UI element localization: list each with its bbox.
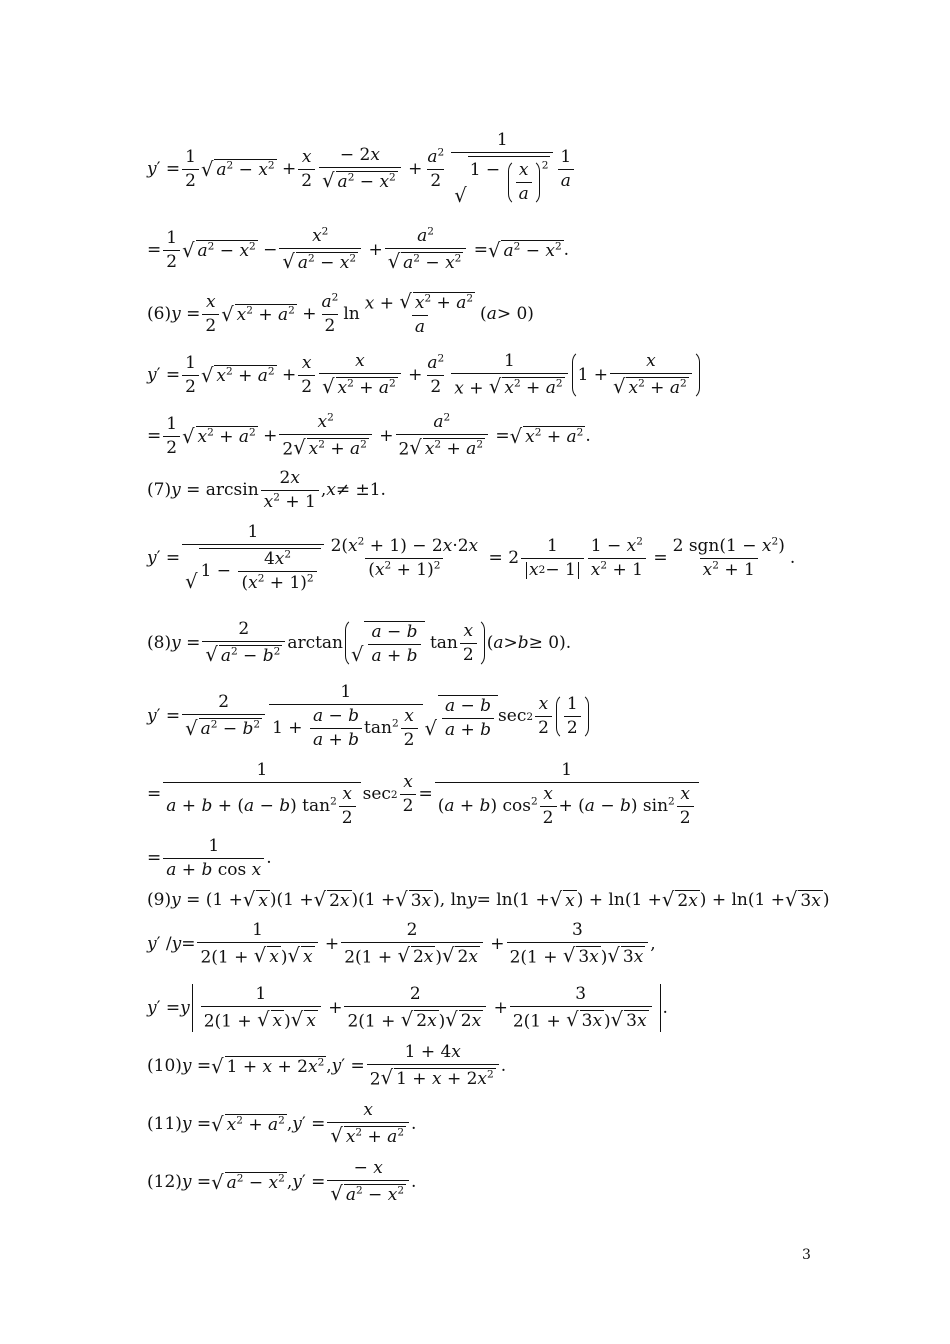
equation-row: = $\frac{1}{\text{a + b cos x}}$ .	[147, 836, 272, 880]
equation-row: y ′ = $\frac{1}{2}$ √ $a^2 - x^2$ + $\frac{x}{2}$ − 2x √ $a^2 - x^2$ + $\frac{a^2}{2}$ 1 √ 1 − $\frac{x}{a}$ $^2$ $\frac{1}{a}$	[147, 132, 576, 206]
equation-row: = 1 a + b + (a − b) $\tan^2$ $\frac{x}{2}$ sec 2 $\frac{x}{2}$ = 1 (a + b) $\cos^2$ $\frac{x}{2}$ + (a − b) $\sin^2$ $\frac{x}{2}$	[147, 762, 701, 827]
equation-row: y ′ = 1 √ 1 − $\frac{4x^2}{(x^2 + 1)^2}$ $\frac{2(x^2 + 1) - 2x\cdot 2x}{(x^2 + 1)^2}$ = 2 1 x 2 − 1 $\frac{1 - x^2}{x^2 + 1}$ = $\frac{2 sgn(1 - x^2)}{x^2 + 1}$ .	[147, 522, 796, 594]
equation-row: (6) y = $\frac{x}{2}$ √ $x^2 + a^2$ + $\frac{a^2}{2}$ ln x + √ $x^2 + a^2$ a ( a > 0)	[147, 290, 534, 338]
equation-row: = $\frac{1}{2}$ √ $a^2 - x^2$ − $x^2$ √ $a^2 - x^2$ + $a^2$ √ $a^2 - x^2$ = √ $a^2 - x^2$ .	[147, 225, 570, 274]
equation-label: (9)	[147, 889, 172, 910]
equation-row: (8) y = 2 √ $a^2 - b^2$ arctan √ $\frac{a - b}{a + b}$ tan $\frac{x}{2}$ ( a > b ≥ 0).	[147, 618, 572, 667]
equation-label: (7)	[147, 480, 172, 500]
equation-row: y ′ = 2 √ $a^2 - b^2$ 1 1 + $\frac{a - b}{a + b}$ $\tan^2$ $\frac{x}{2}$ √ $\frac{a - b}{a + b}$ sec 2 $\frac{x}{2}$ $\frac{1}{2}$	[147, 684, 591, 749]
equation-row: (12) y = √ $a^2 - x^2$ , y ′ = − x √ $a^2 - x^2$ .	[147, 1158, 417, 1206]
equation-row: (7) y = arcsin $\frac{2x}{x^2 + 1}$ , x ≠ ±1.	[147, 468, 386, 512]
equation-label: (11)	[147, 1113, 182, 1134]
equation-row: = $\frac{1}{2}$ √ $x^2 + a^2$ + $x^2$ 2 √ $x^2 + a^2$ + $a^2$ 2 √ $x^2 + a^2$ = √ $x^2 + a^2$ .	[147, 411, 591, 460]
equation-row: (9) y = (1 + √ x )(1 + √ 2x )(1 + √ 3x ), ln y = ln(1 + √ x ) + ln(1 + √ 2x ) + ln(1 + √ 3x )	[147, 888, 830, 912]
equation-row: y ′ = $\frac{1}{2}$ √ $x^2 + a^2$ + $\frac{x}{2}$ x √ $x^2 + a^2$ + $\frac{a^2}{2}$ 1 x + √ $x^2 + a^2$ 1 + x √ $x^2 + a^2$	[147, 350, 702, 400]
page-number: 3	[802, 1247, 811, 1263]
equation-row: (10) y = √ $1 + x + 2x^2$ , y ′ = 1 + 4x 2 √ $1 + x + 2x^2$ .	[147, 1042, 507, 1090]
equation-row: y ′ = y 1 2(1 + √ x ) √ x + 2 2(1 + √ 2x ) √ 2x + 3 2(1 + √ 3x ) √ 3x .	[147, 984, 668, 1032]
equation-row: y ′ / y = 1 2(1 + √ x ) √ x + 2 2(1 + √ 2x ) √ 2x + 3 2(1 + √ 3x ) √ 3x ,	[147, 920, 656, 968]
equation-label: (6)	[147, 303, 172, 324]
equation-label: (8)	[147, 632, 172, 653]
equation-label: (10)	[147, 1055, 182, 1076]
equation-label: (12)	[147, 1171, 182, 1192]
equation-row: (11) y = √ $x^2 + a^2$ , y ′ = x √ $x^2 + a^2$ .	[147, 1100, 417, 1148]
